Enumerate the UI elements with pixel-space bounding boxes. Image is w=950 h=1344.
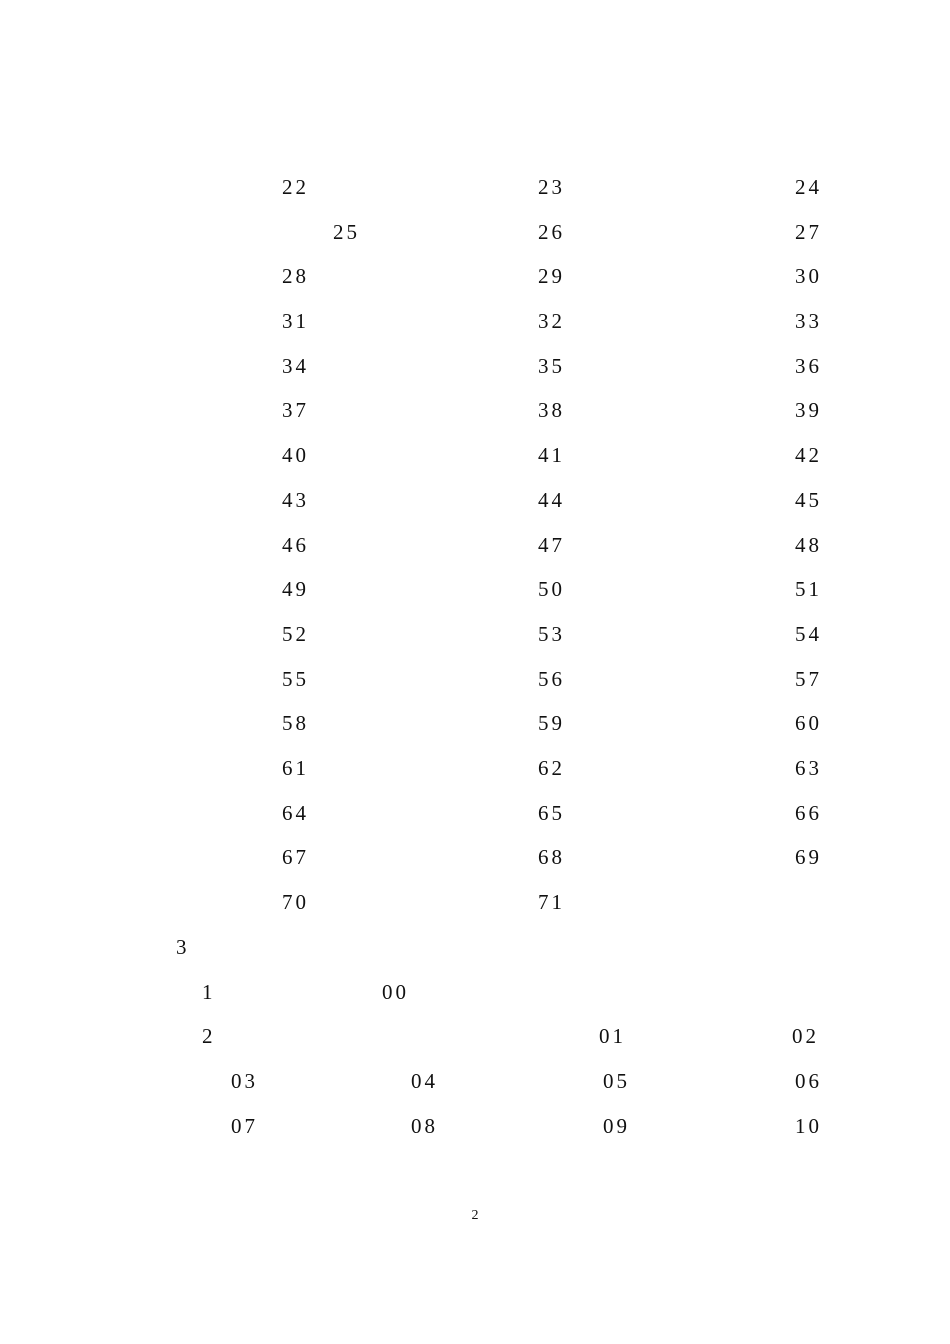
number-cell: 04 <box>411 1069 438 1093</box>
number-cell: 67 <box>282 845 309 869</box>
text-cell: 1 <box>202 980 216 1004</box>
number-cell: 03 <box>231 1069 258 1093</box>
number-cell: 60 <box>795 711 822 735</box>
number-cell: 30 <box>795 264 822 288</box>
text-cell: 3 <box>176 935 190 959</box>
number-cell: 56 <box>538 667 565 691</box>
number-cell: 47 <box>538 533 565 557</box>
number-cell: 42 <box>795 443 822 467</box>
number-cell: 32 <box>538 309 565 333</box>
number-cell: 69 <box>795 845 822 869</box>
number-cell: 33 <box>795 309 822 333</box>
number-cell: 53 <box>538 622 565 646</box>
number-cell: 46 <box>282 533 309 557</box>
list-line <box>0 887 950 917</box>
text-cell: 2 <box>202 1024 216 1048</box>
number-cell: 28 <box>282 264 309 288</box>
list-line <box>0 440 950 470</box>
number-cell: 24 <box>795 175 822 199</box>
number-cell: 43 <box>282 488 309 512</box>
list-line <box>0 842 950 872</box>
number-cell: 49 <box>282 577 309 601</box>
list-line <box>0 395 950 425</box>
number-cell: 54 <box>795 622 822 646</box>
number-cell: 06 <box>795 1069 822 1093</box>
number-cell: 29 <box>538 264 565 288</box>
list-line <box>0 351 950 381</box>
list-line <box>0 1066 950 1096</box>
list-line <box>0 530 950 560</box>
number-cell: 59 <box>538 711 565 735</box>
number-cell: 66 <box>795 801 822 825</box>
list-line <box>0 172 950 202</box>
number-cell: 31 <box>282 309 309 333</box>
list-line <box>0 753 950 783</box>
number-cell: 23 <box>538 175 565 199</box>
number-cell: 36 <box>795 354 822 378</box>
page-number: 2 <box>471 1208 479 1223</box>
number-cell: 52 <box>282 622 309 646</box>
number-cell: 22 <box>282 175 309 199</box>
number-cell: 63 <box>795 756 822 780</box>
number-cell: 57 <box>795 667 822 691</box>
number-cell: 41 <box>538 443 565 467</box>
list-line <box>0 1111 950 1141</box>
number-cell: 01 <box>599 1024 626 1048</box>
number-cell: 48 <box>795 533 822 557</box>
list-line <box>0 485 950 515</box>
number-cell: 38 <box>538 398 565 422</box>
number-cell: 00 <box>382 980 409 1004</box>
number-cell: 25 <box>333 220 360 244</box>
subsection-line <box>0 1021 950 1051</box>
number-cell: 62 <box>538 756 565 780</box>
number-cell: 71 <box>538 890 565 914</box>
list-line <box>0 708 950 738</box>
number-cell: 68 <box>538 845 565 869</box>
section-heading <box>0 932 950 962</box>
number-cell: 39 <box>795 398 822 422</box>
list-line <box>0 261 950 291</box>
number-cell: 44 <box>538 488 565 512</box>
number-cell: 55 <box>282 667 309 691</box>
number-cell: 64 <box>282 801 309 825</box>
number-cell: 51 <box>795 577 822 601</box>
list-line <box>0 217 950 247</box>
number-cell: 35 <box>538 354 565 378</box>
number-cell: 70 <box>282 890 309 914</box>
list-line <box>0 619 950 649</box>
number-cell: 27 <box>795 220 822 244</box>
list-line <box>0 798 950 828</box>
number-cell: 37 <box>282 398 309 422</box>
number-cell: 10 <box>795 1114 822 1138</box>
number-cell: 05 <box>603 1069 630 1093</box>
number-cell: 65 <box>538 801 565 825</box>
number-cell: 58 <box>282 711 309 735</box>
subsection-line <box>0 977 950 1007</box>
number-cell: 34 <box>282 354 309 378</box>
number-cell: 08 <box>411 1114 438 1138</box>
list-line <box>0 306 950 336</box>
number-cell: 50 <box>538 577 565 601</box>
number-cell: 61 <box>282 756 309 780</box>
list-line <box>0 664 950 694</box>
number-cell: 45 <box>795 488 822 512</box>
number-cell: 40 <box>282 443 309 467</box>
number-cell: 09 <box>603 1114 630 1138</box>
list-line <box>0 574 950 604</box>
number-cell: 02 <box>792 1024 819 1048</box>
number-cell: 26 <box>538 220 565 244</box>
number-cell: 07 <box>231 1114 258 1138</box>
